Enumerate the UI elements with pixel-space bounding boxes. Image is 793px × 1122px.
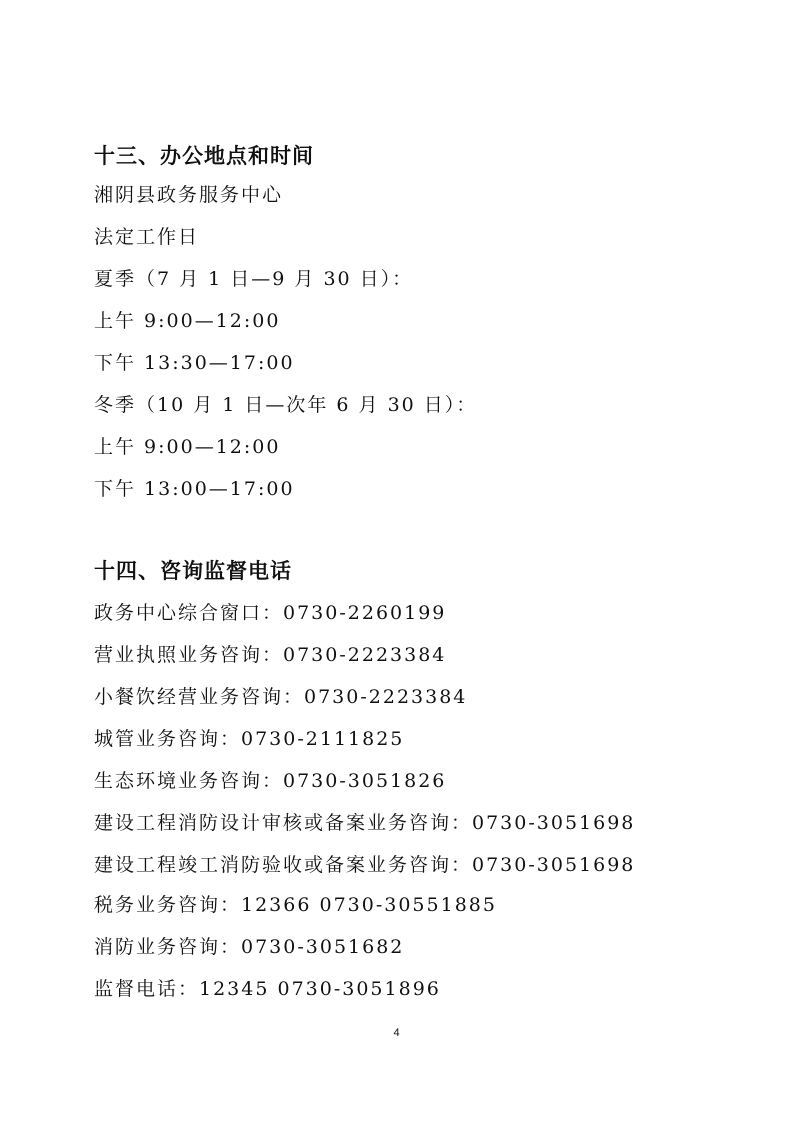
- winter-period: 冬季（10 月 1 日—次年 6 月 30 日）：: [94, 394, 478, 416]
- section-13-heading: 十三、办公地点和时间: [94, 144, 314, 168]
- phone-line-fire-service: 消防业务咨询：0730-3051682: [94, 936, 405, 958]
- phone-line-fire-design-review: 建设工程消防设计审核或备案业务咨询：0730-3051698: [94, 812, 636, 834]
- working-days: 法定工作日: [94, 226, 200, 248]
- winter-afternoon-hours: 下午 13:00—17:00: [94, 478, 295, 500]
- phone-line-business-license: 营业执照业务咨询：0730-2223384: [94, 644, 447, 666]
- phone-line-tax: 税务业务咨询：12366 0730-30551885: [94, 894, 497, 916]
- summer-morning-hours: 上午 9:00—12:00: [94, 310, 281, 332]
- summer-afternoon-hours: 下午 13:30—17:00: [94, 352, 295, 374]
- phone-line-environment: 生态环境业务咨询：0730-3051826: [94, 770, 447, 792]
- phone-line-small-catering: 小餐饮经营业务咨询：0730-2223384: [94, 686, 468, 708]
- office-location: 湘阴县政务服务中心: [94, 184, 284, 206]
- section-14-heading: 十四、咨询监督电话: [94, 559, 292, 583]
- phone-line-urban-management: 城管业务咨询：0730-2111825: [94, 728, 405, 750]
- winter-morning-hours: 上午 9:00—12:00: [94, 436, 281, 458]
- page-number: 4: [393, 1027, 400, 1039]
- phone-line-fire-acceptance: 建设工程竣工消防验收或备案业务咨询：0730-3051698: [94, 854, 636, 876]
- phone-line-service-center: 政务中心综合窗口：0730-2260199: [94, 602, 447, 624]
- phone-line-supervision: 监督电话：12345 0730-3051896: [94, 978, 441, 1000]
- summer-period: 夏季（7 月 1 日—9 月 30 日）：: [94, 268, 414, 290]
